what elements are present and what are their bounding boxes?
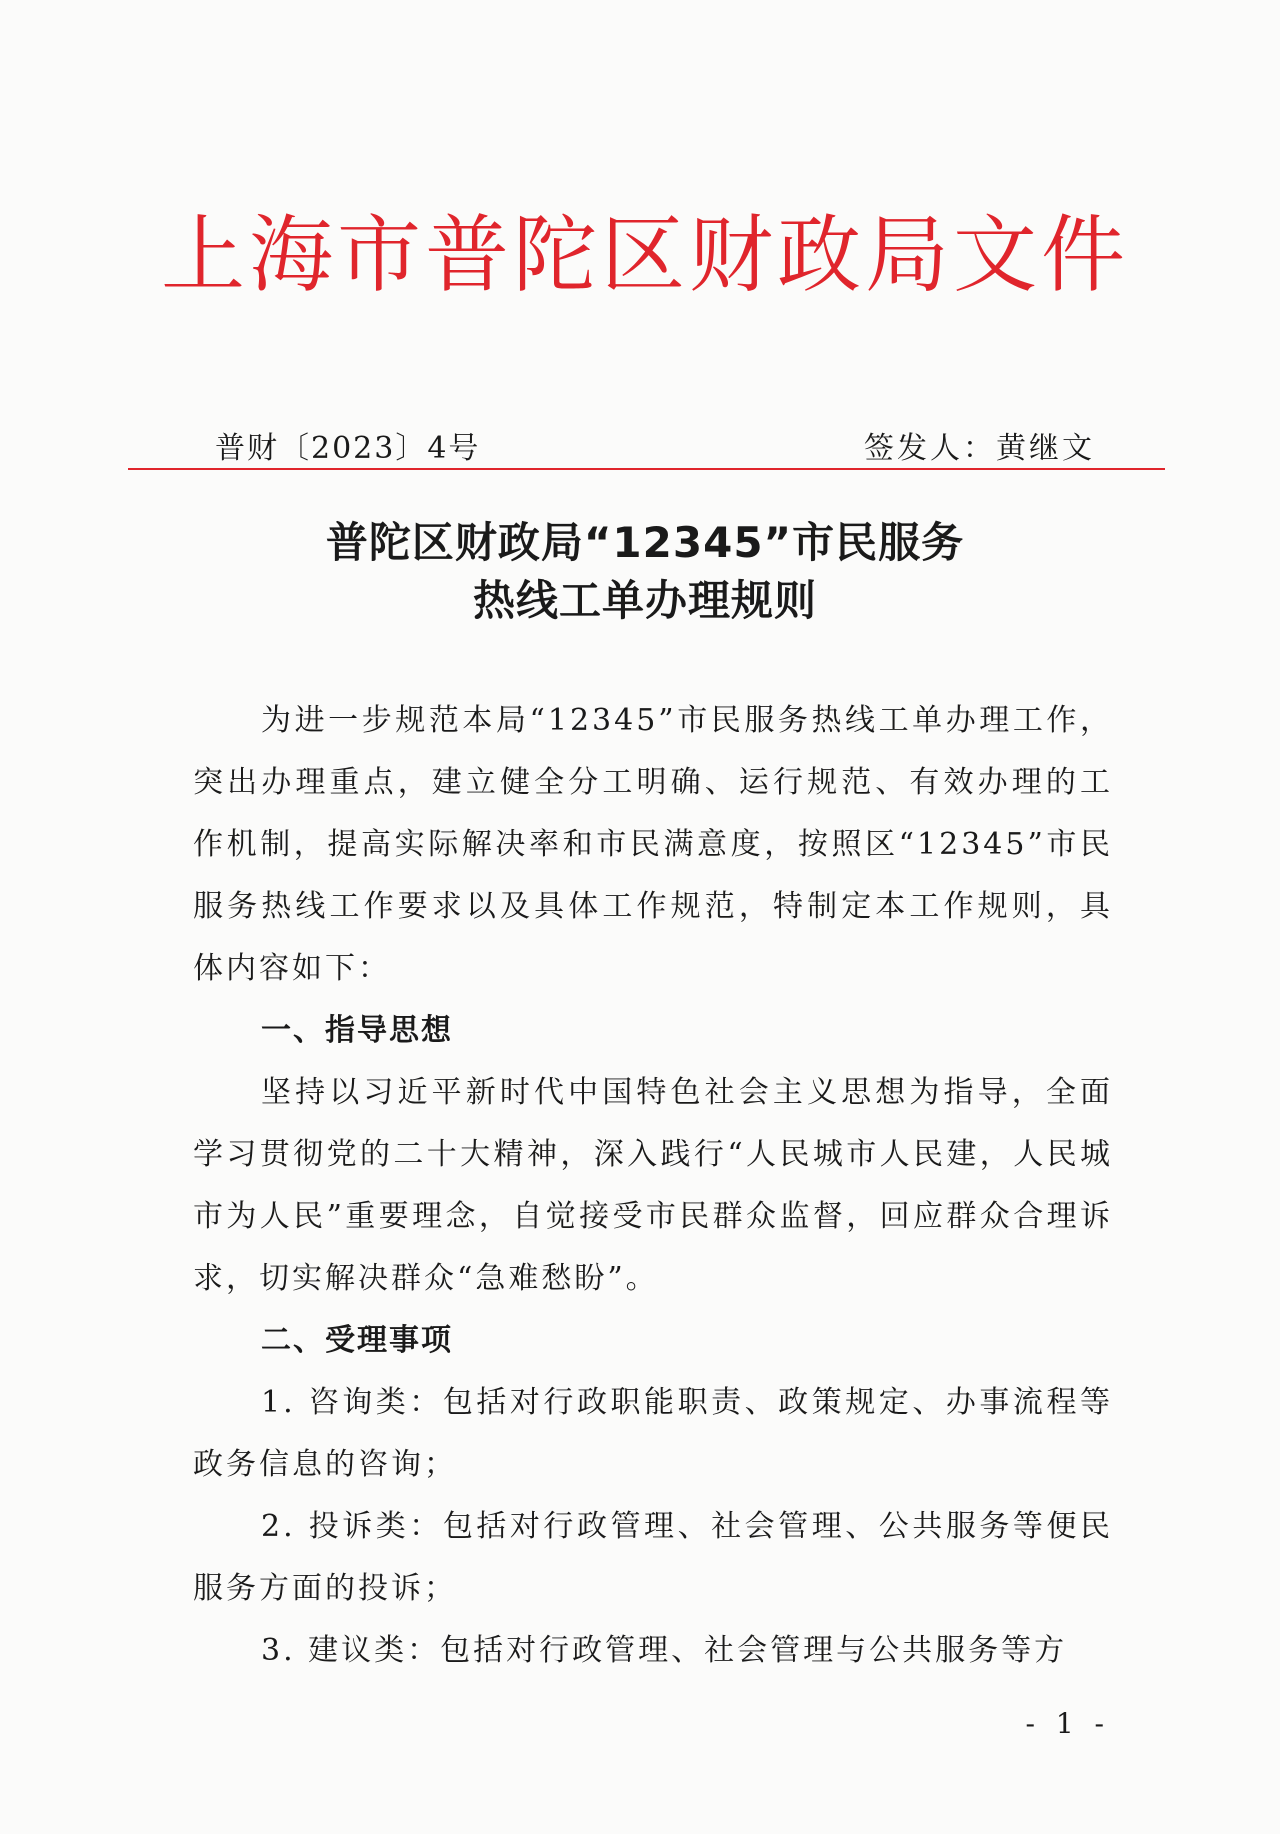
issuer xyxy=(864,423,1095,467)
document-body xyxy=(193,690,1113,1682)
document-number: 普财〔2023〕4号 xyxy=(215,431,481,466)
page-number: - 1 - xyxy=(1025,1707,1110,1740)
list-item-suggestion: 3. 建议类：包括对行政管理、社会管理与公共服务等方 xyxy=(261,1633,1068,1668)
document-title-line-1: 普陀区财政局“12345”市民服务 xyxy=(325,518,965,567)
section-heading-2: 二、受理事项 xyxy=(261,1323,453,1358)
issuer-label: 签发人： xyxy=(864,431,996,466)
list-item-complaint: 2. 投诉类：包括对行政管理、社会管理、公共服务等便民服务方面的投诉； xyxy=(193,1509,1113,1606)
section-1-paragraph: 坚持以习近平新时代中国特色社会主义思想为指导，全面学习贯彻党的二十大精神，深入践行“人民城市人民建，人民城市为人民”重要理念，自觉接受市民群众监督，回应群众合理诉求，切实解决群众“急难愁盼”。 xyxy=(193,1075,1113,1296)
list-item-consulting: 1. 咨询类：包括对行政职能职责、政策规定、办事流程等政务信息的咨询； xyxy=(193,1385,1113,1482)
agency-red-header: 上海市普陀区财政局文件 xyxy=(160,206,1129,304)
section-heading-1: 一、指导思想 xyxy=(261,1013,453,1048)
intro-paragraph: 为进一步规范本局“12345”市民服务热线工单办理工作，突出办理重点，建立健全分工明确、运行规范、有效办理的工作机制，提高实际解决率和市民满意度，按照区“12345”市民服务热线工作要求以及具体工作规范，特制定本工作规则，具体内容如下： xyxy=(193,703,1113,986)
red-separator-line xyxy=(128,468,1165,470)
issuer-name: 黄继文 xyxy=(996,431,1095,466)
document-title-line-2: 热线工单办理规则 xyxy=(472,576,817,625)
